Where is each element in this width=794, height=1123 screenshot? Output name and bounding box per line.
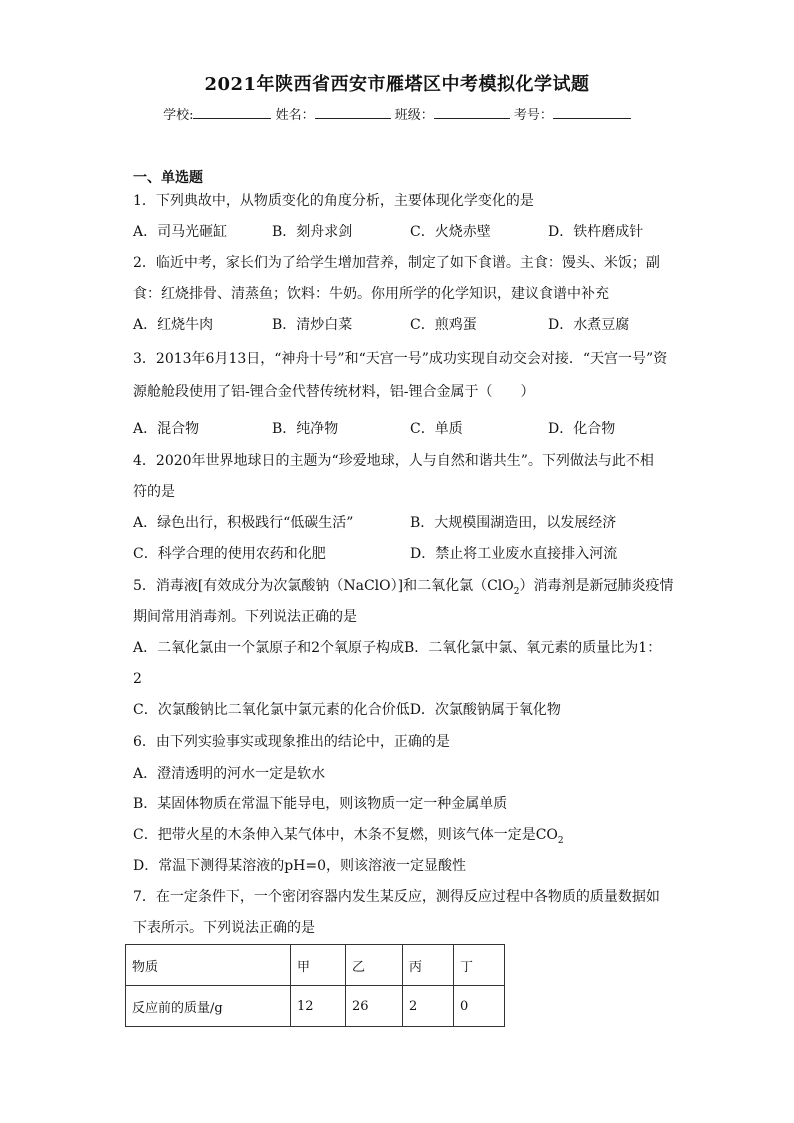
- mass-data-table: [125, 944, 505, 1027]
- school-label: 学校:: [163, 108, 194, 123]
- q5-options-ab: A．二氧化氯由一个氯原子和2个氧原子构成B．二氧化氯中氯、氧元素的质量比为1：: [133, 640, 662, 656]
- q3-option-d: D．化合物: [548, 421, 616, 437]
- q2-stem-line1: 2．临近中考，家长们为了给学生增加营养，制定了如下食谱。主食：馒头、米饭；副: [133, 255, 660, 271]
- class-label: 班级：: [394, 108, 434, 123]
- q6-stem: 6．由下列实验事实或现象推出的结论中，正确的是: [133, 734, 450, 750]
- name-label: 姓名：: [275, 108, 315, 123]
- q6-option-c-subscript: 2: [557, 835, 564, 846]
- table-header-cell: 丙: [403, 945, 454, 986]
- table-header-cell: 乙: [346, 945, 403, 986]
- exam-no-blank: [553, 106, 631, 119]
- q5-stem-line1: [133, 578, 674, 600]
- q3-option-c: C．单质: [410, 421, 463, 437]
- q3-option-b: B．纯净物: [272, 421, 339, 437]
- q6-option-c: [133, 827, 564, 849]
- table-cell: 反应前的质量/g: [126, 986, 291, 1027]
- q1-option-c: C．火烧赤壁: [410, 224, 491, 240]
- q4-option-c: C．科学合理的使用农药和化肥: [133, 546, 326, 562]
- student-info-line: [0, 104, 794, 123]
- exam-no-label: 考号：: [513, 108, 553, 123]
- section-title: 一、单选题: [133, 170, 203, 186]
- q7-stem-line1: 7．在一定条件下，一个密闭容器内发生某反应，测得反应过程中各物质的质量数据如: [133, 889, 660, 905]
- q1-stem: 1．下列典故中，从物质变化的角度分析，主要体现化学变化的是: [133, 193, 534, 209]
- q5-stem-pre: 5．消毒液[有效成分为次氯酸钠（NaClO）]和二氧化氯（ClO: [133, 578, 514, 594]
- q4-stem-line2: 符的是: [133, 484, 175, 500]
- q3-option-a: A．混合物: [133, 421, 200, 437]
- class-blank: [434, 106, 510, 119]
- q6-option-c-text: C．把带火星的木条伸入某气体中，木条不复燃，则该气体一定是CO: [133, 827, 558, 843]
- name-blank: [315, 106, 391, 119]
- table-header-cell: 甲: [291, 945, 346, 986]
- q2-option-b: B．清炒白菜: [272, 317, 353, 333]
- table-header-cell: 丁: [454, 945, 505, 986]
- q1-option-a: A．司马光砸缸: [133, 224, 228, 240]
- table-cell: 2: [403, 986, 454, 1027]
- q3-stem-line2: 源舱舱段使用了铝-锂合金代替传统材料，铝-锂合金属于（ ）: [133, 384, 535, 400]
- q7-stem-line2: 下表所示。下列说法正确的是: [133, 920, 315, 936]
- school-blank: [193, 106, 271, 119]
- q5-stem-line2: 期间常用消毒剂。下列说法正确的是: [133, 609, 357, 625]
- q4-option-b: B．大规模围湖造田，以发展经济: [410, 515, 617, 531]
- q2-stem-line2: 食：红烧排骨、清蒸鱼；饮料：牛奶。你用所学的化学知识，建议食谱中补充: [133, 286, 609, 302]
- q2-option-a: A．红烧牛肉: [133, 317, 214, 333]
- q4-option-a: A．绿色出行，积极践行“低碳生活”: [133, 515, 354, 531]
- q2-option-d: D．水煮豆腐: [548, 317, 630, 333]
- q5-options-ab-continued: 2: [133, 671, 142, 687]
- exam-title: 2021年陕西省西安市雁塔区中考模拟化学试题: [204, 74, 590, 95]
- table-header-cell: 物质: [126, 945, 291, 986]
- table-cell: 0: [454, 986, 505, 1027]
- q5-stem-subscript: 2: [513, 586, 520, 597]
- q6-option-a: A．澄清透明的河水一定是软水: [133, 766, 326, 782]
- q4-stem-line1: 4．2020年世界地球日的主题为“珍爱地球，人与自然和谐共生”。下列做法与此不相: [133, 453, 654, 469]
- q6-option-b: B．某固体物质在常温下能导电，则该物质一定一种金属单质: [133, 796, 508, 812]
- table-cell: 12: [291, 986, 346, 1027]
- q4-option-d: D．禁止将工业废水直接排入河流: [410, 546, 618, 562]
- q5-options-cd: C．次氯酸钠比二氧化氯中氯元素的化合价低D．次氯酸钠属于氧化物: [133, 702, 561, 718]
- q6-option-d: D．常温下测得某溶液的pH=0，则该溶液一定显酸性: [133, 858, 467, 874]
- q1-option-d: D．铁杵磨成针: [548, 224, 644, 240]
- table-header-row: [126, 945, 505, 986]
- q1-option-b: B．刻舟求剑: [272, 224, 353, 240]
- table-row: [126, 986, 505, 1027]
- table-cell: 26: [346, 986, 403, 1027]
- q5-stem-post: ）消毒剂是新冠肺炎疫情: [519, 578, 674, 594]
- q3-stem-line1: 3．2013年6月13日，“神舟十号”和“天宫一号”成功实现自动交会对接．“天宫一号”资: [133, 351, 668, 367]
- q2-option-c: C．煎鸡蛋: [410, 317, 477, 333]
